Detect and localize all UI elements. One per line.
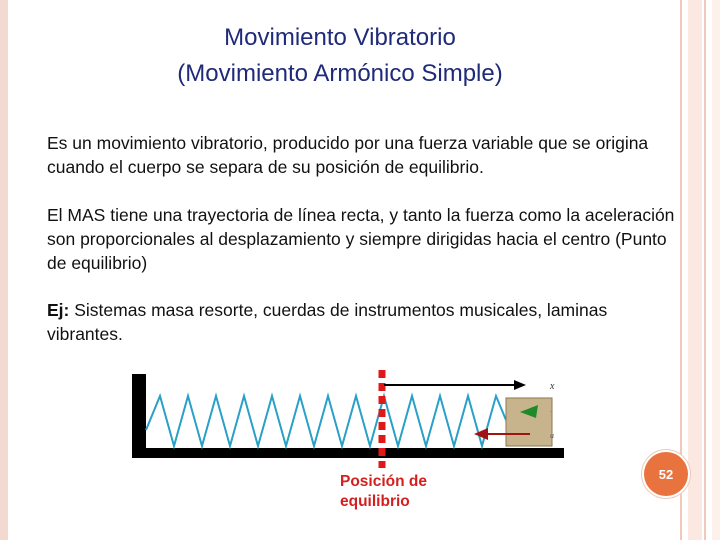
example-label: Ej:	[47, 300, 70, 320]
paragraph-examples	[47, 298, 677, 346]
side-mark: .	[550, 408, 552, 414]
equilibrium-caption-line-2: equilibrio	[340, 493, 410, 510]
force-arrowhead	[474, 428, 488, 440]
spring	[146, 396, 506, 446]
slide-title	[0, 20, 680, 92]
paragraph-definition: Es un movimiento vibratorio, producido por una fuerza variable que se origina cuando el cuerpo se separa de su posición de equilibrio.	[47, 133, 649, 177]
paragraph-mas-description: El MAS tiene una trayectoria de línea recta, y tanto la fuerza como la aceleración son proporcionales al desplazamiento y siempre dirigidas hacia el centro (Punto de equilibrio)	[47, 205, 675, 273]
page-number-badge: 52	[644, 452, 688, 496]
floor	[132, 448, 564, 458]
x-label: x	[550, 381, 555, 392]
title-line-1: Movimiento Vibratorio	[224, 24, 456, 51]
equilibrium-caption-line-1: Posición de	[340, 473, 427, 490]
right-frame-decoration	[704, 0, 706, 540]
example-text: Sistemas masa resorte, cuerdas de instrumentos musicales, laminas vibrantes.	[47, 300, 608, 344]
wall	[132, 374, 146, 458]
right-frame-decoration	[712, 0, 720, 540]
spring-mass-diagram	[120, 360, 580, 470]
right-frame-decoration	[688, 0, 702, 540]
mass-block	[506, 398, 552, 446]
title-line-2: (Movimiento Armónico Simple)	[177, 60, 503, 87]
displacement-arrowhead	[514, 380, 526, 390]
side-mark: a	[550, 431, 554, 440]
equilibrium-caption	[340, 472, 427, 512]
